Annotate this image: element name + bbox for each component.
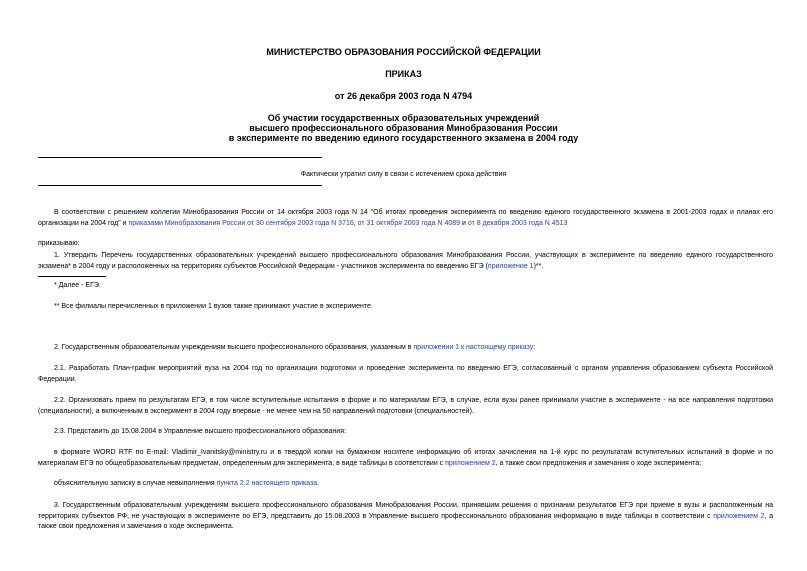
item-2-text: 2. Государственным образовательным учреждениям высшего профессионального образования, указанным в bbox=[54, 344, 414, 351]
item-2-3b-paragraph bbox=[38, 479, 773, 490]
item-1-appendix-link[interactable]: приложение 1 bbox=[487, 262, 534, 270]
status-note: Фактически утратил силу в связи с истечением срока действия bbox=[300, 171, 507, 178]
ministry-heading: МИНИСТЕРСТВО ОБРАЗОВАНИЯ РОССИЙСКОЙ ФЕДЕРАЦИИ bbox=[266, 47, 541, 57]
item-2-3-paragraph: 2.3. Представить до 15.08.2004 в Управление высшего профессионального образования: bbox=[54, 428, 346, 435]
doc-type-heading: ПРИКАЗ bbox=[385, 69, 422, 79]
preamble-link-order-4089[interactable]: от 31 октября 2003 года N 4089 bbox=[357, 219, 461, 227]
item-1-text: 1. Утвердить Перечень государственных образовательных учреждений высшего профессионального образования Минобразования России, участвующих в эксперименте по введению единого государственного экзамена* в 2004 году и расположенных на территориях субъектов Российской Федерации - участников эксперимента по введению ЕГЭ ( bbox=[38, 252, 773, 270]
preamble-link-order-3716[interactable]: приказами Минобразования России от 30 сентября 2003 года N 3716 bbox=[128, 219, 354, 227]
order-word: приказываю: bbox=[38, 240, 80, 247]
footnote-divider bbox=[38, 276, 106, 277]
doc-title-line-3: в эксперименте по введению единого государственного экзамена в 2004 году bbox=[228, 133, 579, 143]
footnote-2: ** Все филиалы перечисленных в приложении 1 вузов также принимают участие в эксперименте. bbox=[54, 303, 373, 310]
item-2-appendix-link[interactable]: приложении 1 к настоящему приказу bbox=[413, 344, 534, 351]
item-2-1-paragraph: 2.1. Разработать План-график мероприятий вуза на 2004 год по организации подготовки и проведение эксперимента по введению ЕГЭ, согласованный с органом управления образованием субъекта Российской Федерации. bbox=[38, 365, 773, 383]
item-3-tail: , а также свои предложения и замечания о ходе эксперимента. bbox=[38, 512, 773, 530]
item-1-tail: )**. bbox=[533, 262, 544, 270]
item-2-3a-text: в формате WORD RTF по E-mail: Vladimir_Ivanitsky@ministry.ru и в твердой копии на бумажном носителе информацию об итогах зачисления на 1-й курс по результатам вступительных испытаний в форме и по материалам ЕГЭ по общеобразовательным предметам, определенным для эксперимента, в виде таблицы в соответствии с bbox=[38, 449, 773, 467]
doc-title-line-1: Об участии государственных образовательных учреждений bbox=[267, 113, 540, 123]
item-2-2-paragraph: 2.2. Организовать прием по результатам ЕГЭ, в том числе вступительные испытания в форме и по материалам ЕГЭ, в случае, если вузы ранее принимали участие в эксперименте - на все направления подготовки (специальности), а включенным в эксперимент в 2004 году впервые - не менее чем на 50 направлений подготовки (специальностей). bbox=[38, 397, 773, 415]
doc-title-line-2: высшего профессионального образования Минобразования России bbox=[249, 123, 558, 133]
item-2-3a-tail: , а также свои предложения и замечания о ходе эксперимента; bbox=[495, 459, 702, 467]
preamble-paragraph bbox=[38, 208, 773, 229]
preamble-separator-2: и bbox=[460, 219, 468, 227]
item-3-paragraph bbox=[38, 501, 773, 533]
item-2-3b-tail: . bbox=[317, 480, 320, 487]
doc-date-number: от 26 декабря 2003 года N 4794 bbox=[334, 91, 473, 101]
item-2-tail: : bbox=[533, 344, 536, 351]
item-2-3a-paragraph bbox=[38, 448, 773, 469]
footnote-1: * Далее - ЕГЭ. bbox=[54, 282, 101, 289]
divider-bottom bbox=[38, 185, 322, 186]
item-3-appendix-link[interactable]: приложением 2 bbox=[713, 512, 765, 520]
item-2-3b-clause-link[interactable]: пункта 2.2 настоящего приказа bbox=[216, 480, 318, 487]
item-1-paragraph bbox=[38, 251, 773, 272]
preamble-text: В соответствии с решением коллегии Минобразования России от 14 октября 2003 года N 14 "Об итогах проведения эксперимента по введению единого государственного экзамена в 2001-2003 годах и планах его организации на 2004 год" и bbox=[38, 209, 773, 227]
preamble-link-order-4513[interactable]: от 8 декабря 2003 года N 4513 bbox=[467, 219, 568, 227]
preamble-separator-1: , bbox=[353, 219, 358, 227]
item-2-3b-text: объяснительную записку в случае невыполнения bbox=[54, 480, 217, 487]
item-2-paragraph bbox=[38, 343, 773, 354]
item-3-text: 3. Государственным образовательным учреждениям высшего профессионального образования Минобразования России, принявшим решения о признании результатов ЕГЭ при приеме в вузы и расположенным на территориях субъектов РФ, не участвующих в эксперименте по ЕГЭ, представить до 15.08.2003 в Управление высшего профессионального образования информацию в виде таблицы в соответствии с bbox=[38, 502, 773, 520]
divider-top bbox=[38, 157, 322, 158]
item-2-3a-appendix-link[interactable]: приложением 2 bbox=[445, 459, 496, 467]
